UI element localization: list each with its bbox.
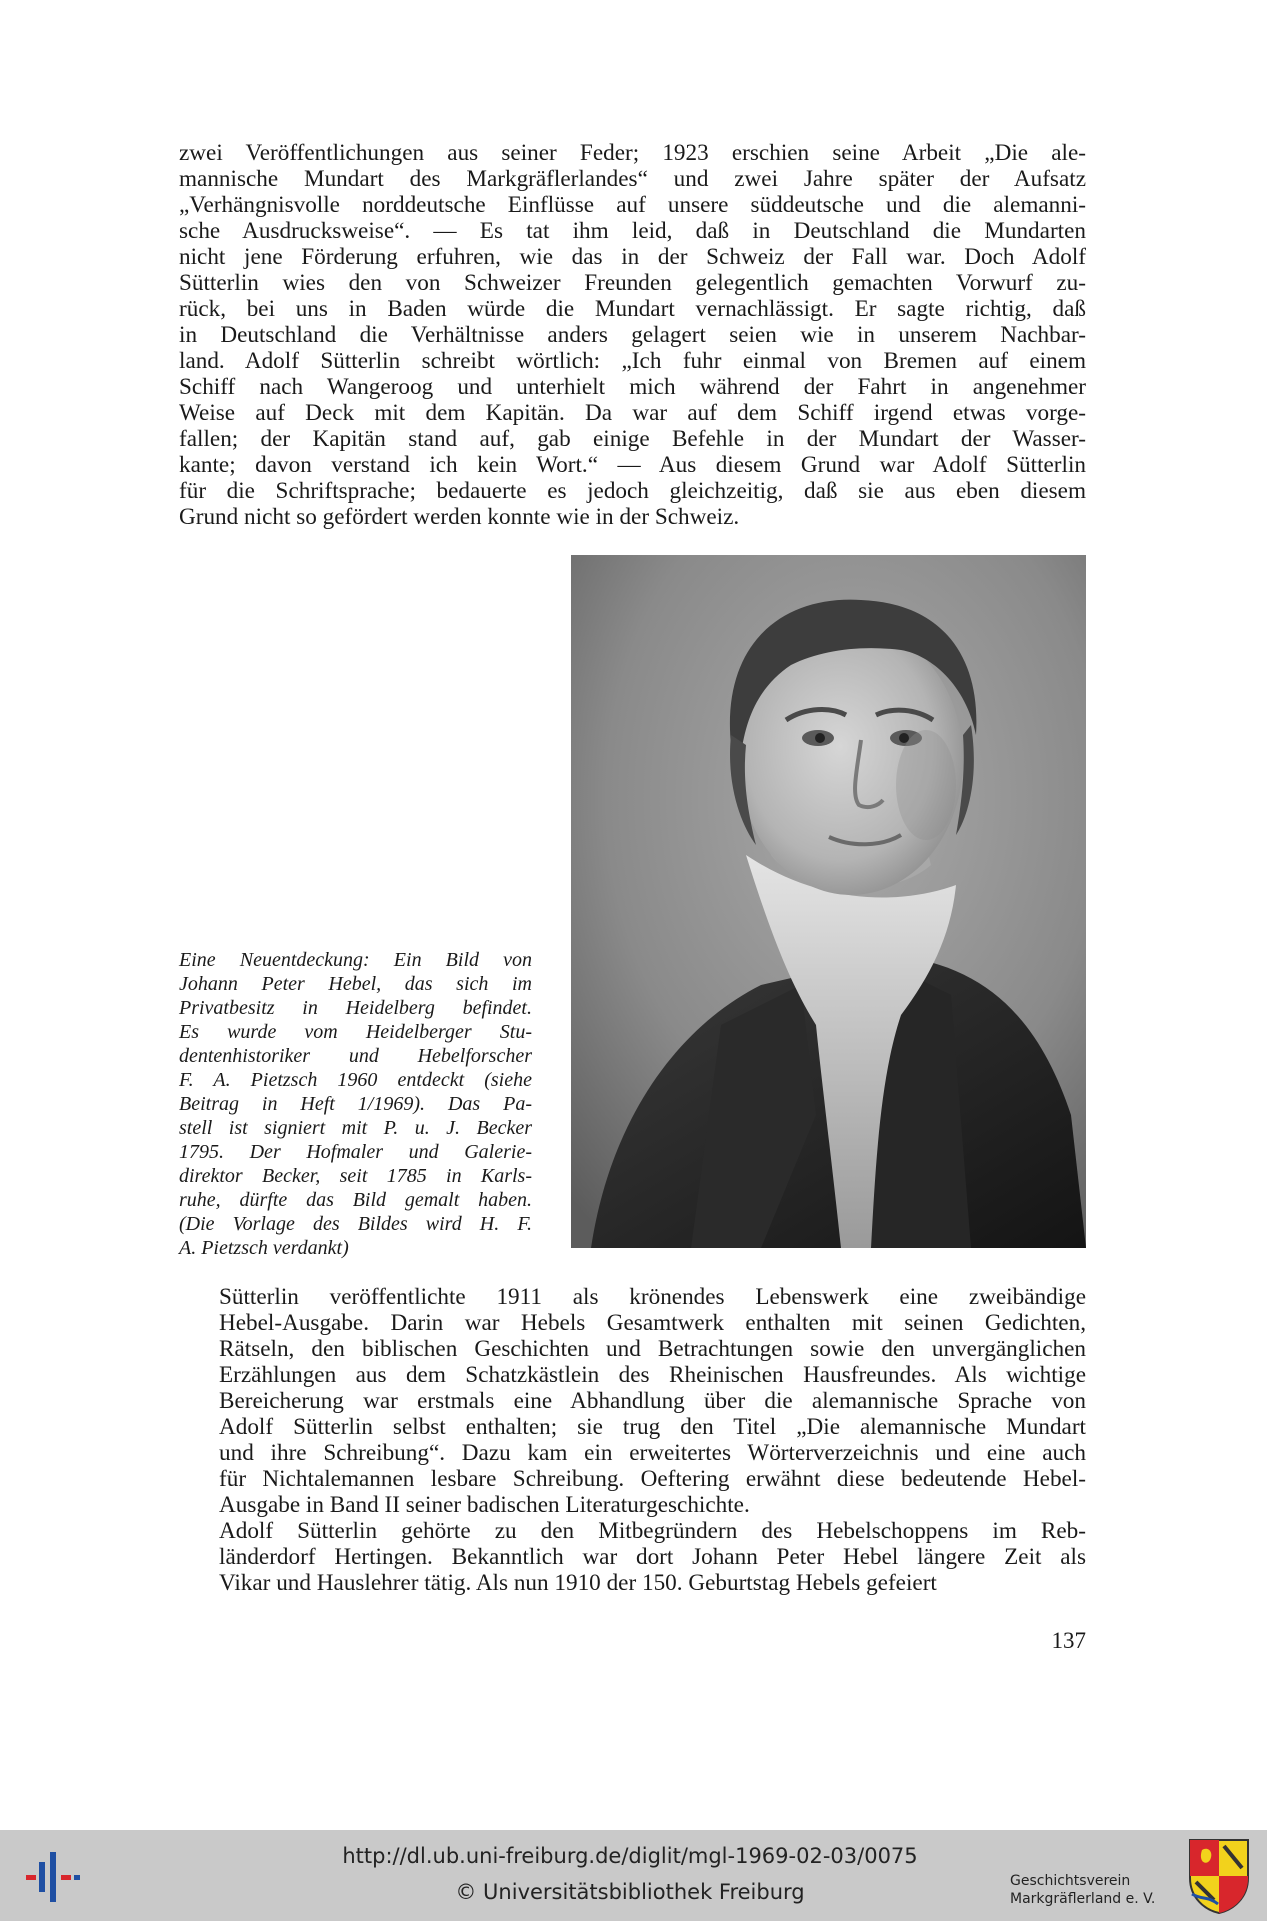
text-line: Beitrag in Heft 1/1969). Das Pa-: [179, 1093, 532, 1115]
text-line: Erzählungen aus dem Schatzkästlein des Rheinischen Hausfreundes. Als wichtige: [219, 1362, 1086, 1388]
paragraph-bottom-1: [179, 1284, 1086, 1518]
text-line: Sütterlin wies den von Schweizer Freunden gelegentlich gemachten Vorwurf zu-: [179, 270, 1086, 296]
text-line: dentenhistoriker und Hebelforscher: [179, 1045, 532, 1067]
text-line: Schiff nach Wangeroog und unterhielt mich während der Fahrt in angenehmer: [179, 374, 1086, 400]
text-line: Adolf Sütterlin gehörte zu den Mitbegründern des Hebelschoppens im Reb-: [219, 1518, 1086, 1544]
text-line: Ausgabe in Band II seiner badischen Literaturgeschichte.: [219, 1492, 750, 1518]
paragraph-bottom-2: [179, 1518, 1086, 1596]
text-line: in Deutschland die Verhältnisse anders gelagert seien wie in unserem Nachbar-: [179, 322, 1086, 348]
text-line: 1795. Der Hofmaler und Galerie-: [179, 1141, 532, 1163]
text-line: A. Pietzsch verdankt): [179, 1237, 349, 1259]
portrait-image: [571, 555, 1086, 1248]
text-line: Sütterlin veröffentlichte 1911 als krönendes Lebenswerk eine zweibändige: [219, 1284, 1086, 1310]
text-line: Hebel-Ausgabe. Darin war Hebels Gesamtwerk enthalten mit seinen Gedichten,: [219, 1310, 1086, 1336]
text-line: kante; davon verstand ich kein Wort.“ — Aus diesem Grund war Adolf Sütterlin: [179, 452, 1086, 478]
text-line: fallen; der Kapitän stand auf, gab einige Befehle in der Mundart der Wasser-: [179, 426, 1086, 452]
text-line: nicht jene Förderung erfuhren, wie das in der Schweiz der Fall war. Doch Adolf: [179, 244, 1086, 270]
text-line: F. A. Pietzsch 1960 entdeckt (siehe: [179, 1069, 532, 1091]
text-line: land. Adolf Sütterlin schreibt wörtlich: „Ich fuhr einmal von Bremen auf einem: [179, 348, 1086, 374]
markgraeflerland-crest-icon[interactable]: [1188, 1838, 1250, 1914]
text-line: Vikar und Hauslehrer tätig. Als nun 1910 der 150. Geburtstag Hebels gefeiert: [219, 1570, 937, 1596]
text-line: Johann Peter Hebel, das sich im: [179, 973, 532, 995]
footer-org-line1: Geschichtsverein: [1010, 1873, 1131, 1889]
text-line: sche Ausdrucksweise“. — Es tat ihm leid, daß in Deutschland die Mundarten: [179, 218, 1086, 244]
text-line: für die Schriftsprache; bedauerte es jedoch gleichzeitig, daß sie aus eben diesem: [179, 478, 1086, 504]
text-line: Grund nicht so gefördert werden konnte wie in der Schweiz.: [179, 504, 740, 530]
text-line: Adolf Sütterlin selbst enthalten; sie trug den Titel „Die alemannische Mundart: [219, 1414, 1086, 1440]
text-line: Weise auf Deck mit dem Kapitän. Da war auf dem Schiff irgend etwas vorge-: [179, 400, 1086, 426]
text-line: (Die Vorlage des Bildes wird H. F.: [179, 1213, 532, 1235]
text-line: „Verhängnisvolle norddeutsche Einflüsse auf unsere süddeutsche und die alemanni-: [179, 192, 1086, 218]
footer-url-link[interactable]: http://dl.ub.uni-freiburg.de/diglit/mgl-1969-02-03/0075: [342, 1844, 918, 1868]
footer-bar: [0, 1830, 1267, 1921]
text-line: Eine Neuentdeckung: Ein Bild von: [179, 949, 532, 971]
portrait-caption: [179, 948, 532, 1260]
paragraph-top: [179, 140, 1086, 530]
text-line: Privatbesitz in Heidelberg befindet.: [179, 997, 532, 1019]
text-line: Es wurde vom Heidelberger Stu-: [179, 1021, 532, 1043]
text-line: zwei Veröffentlichungen aus seiner Feder; 1923 erschien seine Arbeit „Die ale-: [179, 140, 1086, 166]
text-line: länderdorf Hertingen. Bekanntlich war dort Johann Peter Hebel längere Zeit als: [219, 1544, 1086, 1570]
text-line: mannische Mundart des Markgräflerlandes“ und zwei Jahre später der Aufsatz: [179, 166, 1086, 192]
ub-freiburg-logo-icon[interactable]: [24, 1848, 82, 1904]
text-line: für Nichtalemannen lesbare Schreibung. Oeftering erwähnt diese bedeutende Hebel-: [219, 1466, 1086, 1492]
text-line: Bereicherung war erstmals eine Abhandlung über die alemannische Sprache von: [219, 1388, 1086, 1414]
text-line: Rätseln, den biblischen Geschichten und Betrachtungen sowie den unvergänglichen: [219, 1336, 1086, 1362]
text-line: stell ist signiert mit P. u. J. Becker: [179, 1117, 532, 1139]
text-line: und ihre Schreibung“. Dazu kam ein erweitertes Wörterverzeichnis und eine auch: [219, 1440, 1086, 1466]
text-line: rück, bei uns in Baden würde die Mundart vernachlässigt. Er sagte richtig, daß: [179, 296, 1086, 322]
footer-copyright: © Universitätsbibliothek Freiburg: [455, 1880, 805, 1904]
footer-org-line2: Markgräflerland e. V.: [1010, 1891, 1156, 1907]
footer-organization: [1010, 1872, 1180, 1908]
text-line: direktor Becker, seit 1785 in Karls-: [179, 1165, 532, 1187]
text-line: ruhe, dürfte das Bild gemalt haben.: [179, 1189, 532, 1211]
page-number: 137: [1051, 1628, 1086, 1653]
